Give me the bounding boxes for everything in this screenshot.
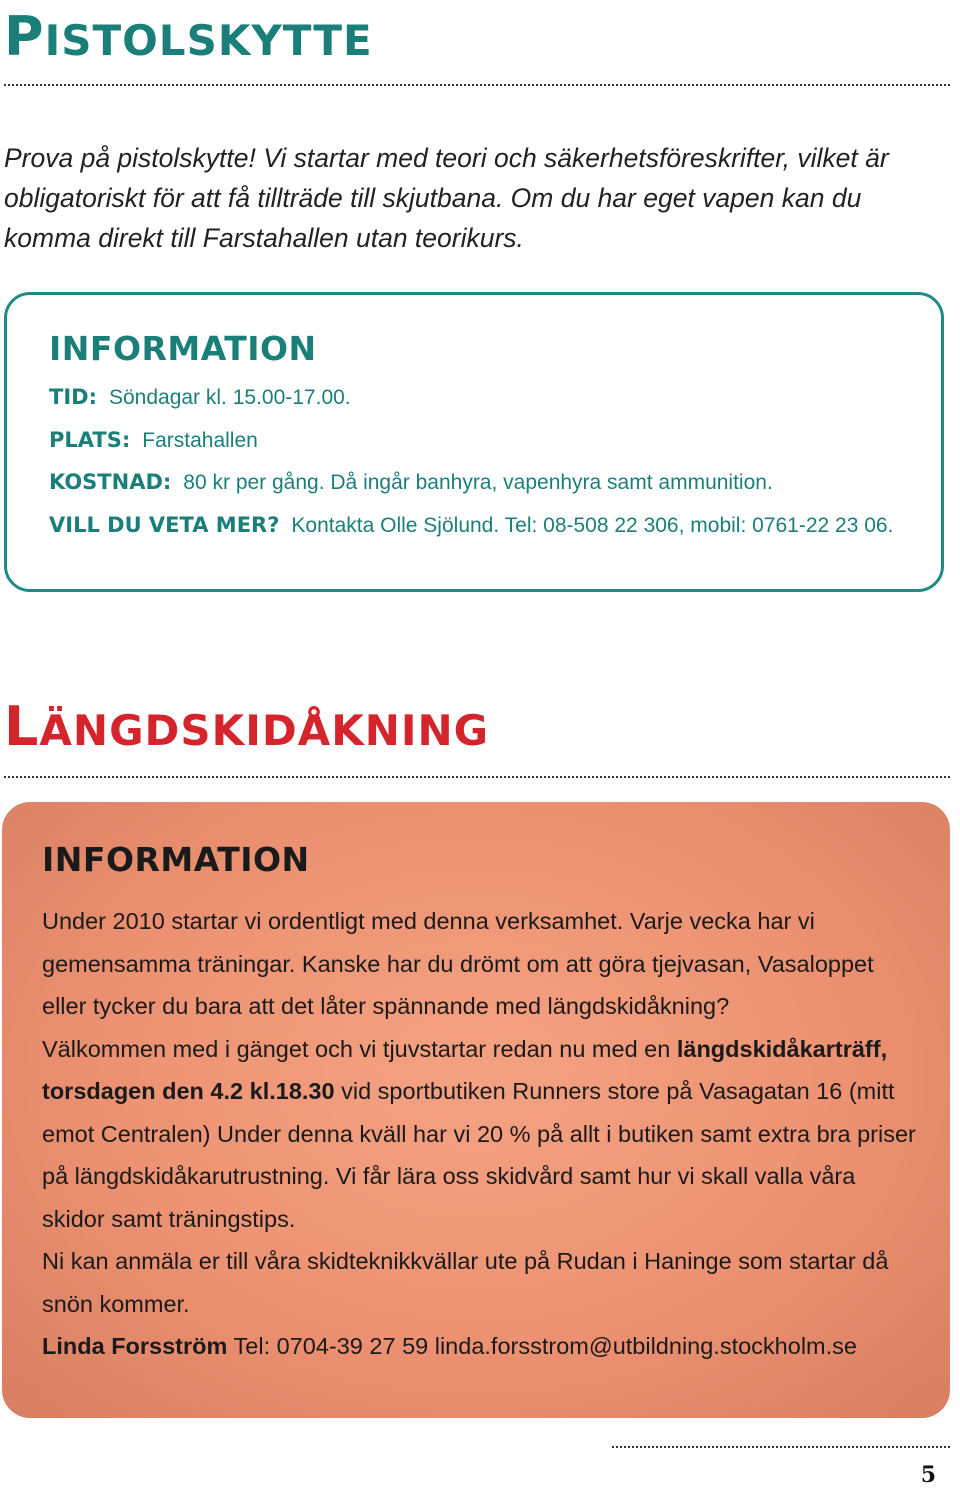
langd-heading-rest: ÄNGDSKIDÅKNING [39,706,490,755]
contact-details: Tel: 0704-39 27 59 linda.forsstrom@utbildning.stockholm.se [233,1333,857,1359]
langd-info-title: INFORMATION [42,840,310,879]
pistol-info-title: INFORMATION [49,329,317,368]
footer-divider [612,1446,950,1448]
langd-info-text [42,900,922,1368]
info-label-kontakt: VILL DU VETA MER? [49,513,280,537]
pistol-info-box [4,292,944,592]
langd-paragraph-2 [42,1028,922,1241]
info-label-tid: TID: [49,385,97,409]
info-label-kostnad: KOSTNAD: [49,470,172,494]
langd-event-highlight: längdskidåkarträff, torsdagen den 4.2 kl.18.30 [42,1035,888,1104]
langd-info-box [2,802,950,1418]
info-row-kostnad [49,470,773,495]
info-value-kostnad: 80 kr per gång. Då ingår banhyra, vapenhyra samt ammunition. [183,471,773,494]
pistol-heading-initial: P [4,5,45,68]
pistol-intro: Prova på pistolskytte! Vi startar med teori och säkerhetsföreskrifter, vilket är obligatoriskt för att få tillträde till skjutbana. Om du har eget vapen kan du komma direkt till Farstahallen utan teorikurs. [4,143,889,253]
contact-name: Linda Forsström [42,1333,228,1359]
langd-heading [4,695,490,758]
langd-paragraph-1: Under 2010 startar vi ordentligt med denna verksamhet. Varje vecka har vi gemensamma träningar. Kanske har du drömt om att göra tjejvasan, Vasaloppet eller tycker du bara att det låter spännande med längdskidåkning? [42,908,874,1019]
pistol-divider [4,84,950,86]
info-row-tid [49,385,351,410]
info-value-kontakt: Kontakta Olle Sjölund. Tel: 08-508 22 306, mobil: 0761-22 23 06. [291,514,894,537]
info-row-kontakt [49,513,893,538]
info-value-plats: Farstahallen [142,429,258,452]
langd-heading-initial: L [4,695,40,758]
page-number: 5 [920,1462,936,1488]
pistol-heading-rest: ISTOLSKYTTE [44,16,373,65]
info-value-tid: Söndagar kl. 15.00-17.00. [108,386,351,409]
langd-contact [42,1325,922,1368]
langd-p2-details: vid sportbutiken Runners store på Vasagatan 16 (mitt emot Centralen) Under denna kväll har vi 20 % på allt i butiken samt extra bra priser på längdskidåkarutrustning. Vi får lära oss skidvård samt hur vi skall valla våra skidor samt träningstips. [42,1078,916,1232]
info-row-plats [49,428,258,453]
pistol-heading [4,5,373,68]
info-label-plats: PLATS: [49,428,131,452]
langd-p2-intro: Välkommen med i gänget och vi tjuvstartar redan nu med en [42,1035,671,1062]
langd-divider [4,776,950,778]
langd-paragraph-3: Ni kan anmäla er till våra skidteknikkvällar ute på Rudan i Haninge som startar då snön kommer. [42,1248,889,1317]
